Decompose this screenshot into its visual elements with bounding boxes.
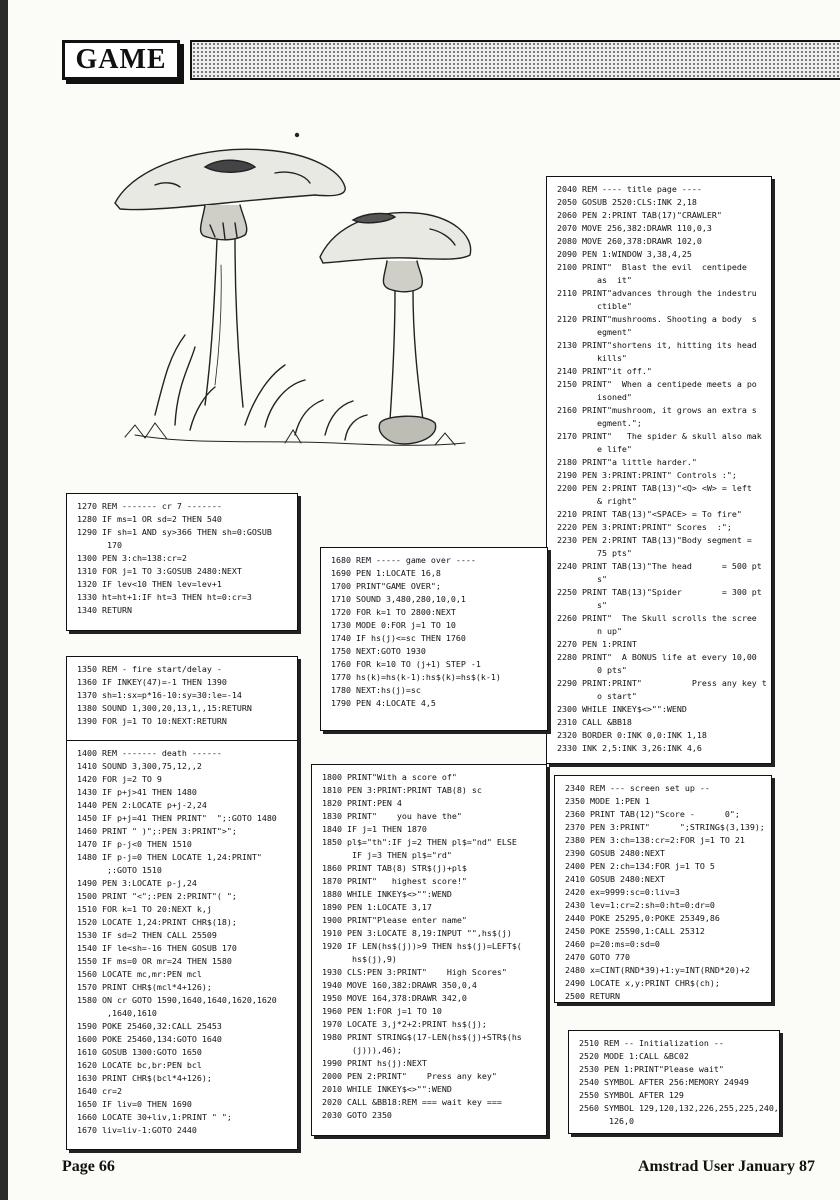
code-high-scores: 1800 PRINT"With a score of" 1810 PEN 3:PRINT:PRINT TAB(8) sc 1820 PRINT:PEN 4 1830 PRINT" you have the" 1840 IF j=1 THEN 1870 1850 pl$="th":IF j=2 THEN pl$="nd" ELSE IF j=3 THEN pl$="rd" 1860 PRINT TAB(8) STR$(j)+pl$ 1870 PRINT" highest score!" 1880 WHILE INKEY$<>"":WEND 1890 PEN 1:LOCATE 3,17 1900 PRINT"Please enter name" 1910 PEN 3:LOCATE 8,19:INPUT "",hs$(j) 1920 IF LEN(hs$(j))>9 THEN hs$(j)=LEFT$( hs$(j),9) 1930 CLS:PEN 3:PRINT" High Scores" 1940 MOVE 160,382:DRAWR 350,0,4 1950 MOVE 164,378:DRAWR 342,0 1960 PEN 1:FOR j=1 TO 10 1970 LOCATE 3,j*2+2:PRINT hs$(j); 1980 PRINT STRING$(17-LEN(hs$(j)+STR$(hs (j))),46); 1990 PRINT hs(j):NEXT 2000 PEN 2:PRINT" Press any key" 2010 WHILE INKEY$<>"":WEND 2020 CALL &BB18:REM === wait key === 2030 GOTO 2350 xyxy=(322,772,522,1120)
code-screen-setup: 2340 REM --- screen set up -- 2350 MODE 1:PEN 1 2360 PRINT TAB(12)"Score - 0"; 2370 PEN 3:PRINT" ";STRING$(3,139); 2380 PEN 3:ch=138:cr=2:FOR j=1 TO 21 2390 GOSUB 2480:NEXT 2400 PEN 2:ch=134:FOR j=1 TO 5 2410 GOSUB 2480:NEXT 2420 ex=9999:sc=0:liv=3 2430 lev=1:cr=2:sh=0:ht=0:dr=0 2440 POKE 25295,0:POKE 25349,86 2450 POKE 25590,1:CALL 25312 2460 p=20:ms=0:sd=0 2470 GOTO 770 2480 x=CINT(RND*39)+1:y=INT(RND*20)+2 2490 LOCATE x,y:PRINT CHR$(ch); 2500 RETURN xyxy=(565,783,765,1001)
code-death: 1400 REM ------- death ------ 1410 SOUND 3,300,75,12,,2 1420 FOR j=2 TO 9 1430 IF p+j>41 THEN 1480 1440 PEN 2:LOCATE p+j-2,24 1450 IF p+j=41 THEN PRINT" ";:GOTO 1480 1460 PRINT " )";:PEN 3:PRINT">"; 1470 IF p-j<0 THEN 1510 1480 IF p-j=0 THEN LOCATE 1,24:PRINT" ;:GOTO 1510 1490 PEN 3:LOCATE p-j,24 1500 PRINT "<";:PEN 2:PRINT"( "; 1510 FOR k=1 TO 20:NEXT k,j 1520 LOCATE 1,24:PRINT CHR$(18); 1530 IF sd=2 THEN CALL 25509 1540 IF le<sh=-16 THEN GOSUB 170 1550 IF ms=0 OR mr=24 THEN 1580 1560 LOCATE mc,mr:PEN mcl 1570 PRINT CHR$(mcl*4+126); 1580 ON cr GOTO 1590,1640,1640,1620,1620 ,1640,1610 1590 POKE 25460,32:CALL 25453 1600 POKE 25460,134:GOTO 1640 1610 GOSUB 1300:GOTO 1650 1620 LOCATE bc,br:PEN bcl 1630 PRINT CHR$(bcl*4+126); 1640 cr=2 1650 IF liv=0 THEN 1690 1660 LOCATE 30+liv,1:PRINT " "; 1670 liv=liv-1:GOTO 2440 xyxy=(77,748,277,1135)
listing-game-over xyxy=(320,547,548,731)
code-fire: 1350 REM - fire start/delay - 1360 IF INKEY(47)=-1 THEN 1390 1370 sh=1:sx=p*16-10:sy=30:le=-14 1380 SOUND 1,300,20,13,1,,15:RETURN 1390 FOR j=1 TO 10:NEXT:RETURN xyxy=(77,664,252,726)
magazine-issue: Amstrad User January 87 xyxy=(637,1158,815,1175)
page-number: Page 66 xyxy=(62,1158,115,1175)
listing-fire xyxy=(66,656,298,742)
code-init: 2510 REM -- Initialization -- 2520 MODE 1:CALL &BC02 2530 PEN 1:PRINT"Please wait" 2540 SYMBOL AFTER 256:MEMORY 24949 2550 SYMBOL AFTER 129 2560 SYMBOL 129,120,132,226,255,225,240, 126,0 xyxy=(579,1038,779,1126)
header-hatch-band xyxy=(190,40,840,80)
code-cr7: 1270 REM ------- cr 7 ------- 1280 IF ms=1 OR sd=2 THEN 540 1290 IF sh=1 AND sy>366 THEN sh=0:GOSUB 170 1300 PEN 3:ch=138:cr=2 1310 FOR j=1 TO 3:GOSUB 2480:NEXT 1320 IF lev<10 THEN lev=lev+1 1330 ht=ht+1:IF ht=3 THEN ht=0:cr=3 1340 RETURN xyxy=(77,501,272,615)
listing-cr7 xyxy=(66,493,298,631)
code-game-over: 1680 REM ----- game over ---- 1690 PEN 1:LOCATE 16,8 1700 PRINT"GAME OVER"; 1710 SOUND 3,480,280,10,0,1 1720 FOR k=1 TO 2800:NEXT 1730 MODE 0:FOR j=1 TO 10 1740 IF hs(j)<=sc THEN 1760 1750 NEXT:GOTO 1930 1760 FOR k=10 TO (j+1) STEP -1 1770 hs(k)=hs(k-1):hs$(k)=hs$(k-1) 1780 NEXT:hs(j)=sc 1790 PEN 4:LOCATE 4,5 xyxy=(331,555,501,708)
listing-init xyxy=(568,1030,780,1134)
section-header xyxy=(62,40,840,84)
listing-title-page xyxy=(546,176,772,764)
listing-high-scores xyxy=(311,764,547,1136)
mushrooms-illustration xyxy=(95,125,495,475)
page-edge-bar xyxy=(0,0,8,1200)
listing-death xyxy=(66,740,298,1150)
code-title-page: 2040 REM ---- title page ---- 2050 GOSUB 2520:CLS:INK 2,18 2060 PEN 2:PRINT TAB(17)"CRAWLER" 2070 MOVE 256,382:DRAWR 110,0,3 2080 MOVE 260,378:DRAWR 102,0 2090 PEN 1:WINDOW 3,38,4,25 2100 PRINT" Blast the evil centipede as it" 2110 PRINT"advances through the indestru ctible" 2120 PRINT"mushrooms. Shooting a body s egment" 2130 PRINT"shortens it, hitting its head kills" 2140 PRINT"it off." 2150 PRINT" When a centipede meets a po isoned" 2160 PRINT"mushroom, it grows an extra s egment."; 2170 PRINT" The spider & skull also mak e life" 2180 PRINT"a little harder." 2190 PEN 3:PRINT:PRINT" Controls :"; 2200 PEN 2:PRINT TAB(13)"<Q> <W> = left & right" 2210 PRINT TAB(13)"<SPACE> = To fire" 2220 PEN 3:PRINT:PRINT" Scores :"; 2230 PEN 2:PRINT TAB(13)"Body segment = 75 pts" 2240 PRINT TAB(13)"The head = 500 pt s" 2250 PRINT TAB(13)"Spider = 300 pt s" 2260 PRINT" The Skull scrolls the scree n up" 2270 PEN 1:PRINT 2280 PRINT" A BONUS life at every 10,00 0 pts" 2290 PRINT:PRINT" Press any key t o start" 2300 WHILE INKEY$<>"":WEND 2310 CALL &BB18 2320 BORDER 0:INK 0,0:INK 1,18 2330 INK 2,5:INK 3,26:INK 4,6 xyxy=(557,184,767,753)
listing-screen-setup xyxy=(554,775,772,1003)
section-label: GAME xyxy=(62,40,180,80)
